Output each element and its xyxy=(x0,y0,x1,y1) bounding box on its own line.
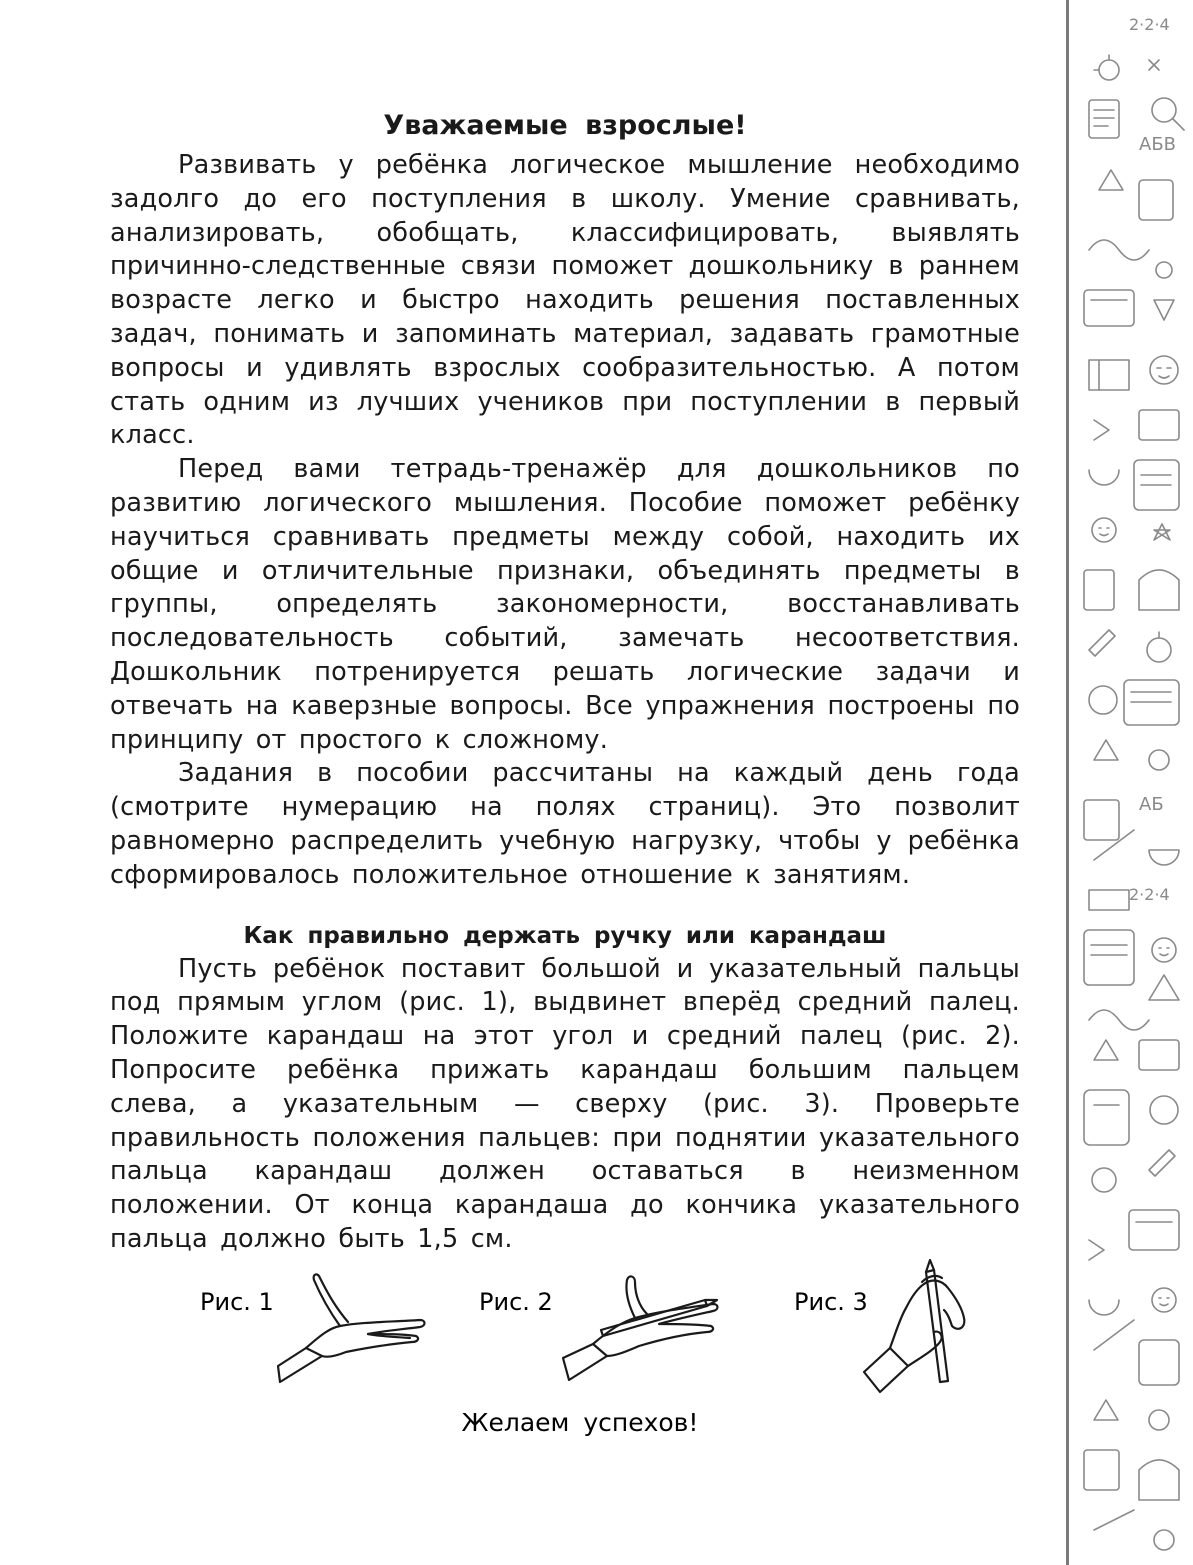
paragraph-1: Развивать у ребёнка логическое мышление необходимо задолго до его поступления в школу. Умение сравнивать, анализировать, обобщать, классифицировать, выявлять причинно-следственные связи поможет дошкольнику в раннем возрасте легко и быстро находить решения поставленных задач, понимать и запоминать материал, задавать грамотные вопросы и удивлять взрослых сообразительностью. А потом стать одним из лучших учеников при поступлении в первый класс. xyxy=(110,150,1020,451)
paragraph-2: Перед вами тетрадь-тренажёр для дошкольников по развитию логического мышления. Пособие поможет ребёнку научиться сравнивать предметы между собой, находить их общие и отличительные признаки, объединять предметы в группы, определять закономерности, восстанавливать последовательность событий, замечать несоответствия. Дошкольник потренируется решать логические задачи и отвечать на каверзные вопросы. Все упражнения построены по принципу от простого к сложному. xyxy=(110,454,1020,755)
doodle-pattern-icon xyxy=(1069,0,1193,1565)
figure-2 xyxy=(475,1270,735,1400)
doodle-label-3: АБ xyxy=(1139,794,1164,815)
hand-holding-pencil-icon xyxy=(860,1252,1020,1402)
hand-flat-icon xyxy=(270,1270,430,1390)
figure-3 xyxy=(790,1270,1020,1400)
doodle-label-2: АБВ xyxy=(1139,134,1177,155)
figure-1 xyxy=(190,1270,440,1400)
figures-row xyxy=(190,1270,1010,1400)
instruction-paragraph: Пусть ребёнок поставит большой и указательный пальцы под прямым углом (рис. 1), выдвинет вперёд средний палец. Положите карандаш на этот угол и средний палец (рис. 2). Попросите ребёнка прижать карандаш большим пальцем слева, а указательным — сверху (рис. 3). Проверьте правильность положения пальцев: при поднятии указательного пальца карандаш должен оставаться в неизменном положении. От конца карандаша до кончика указательного пальца должно быть 1,5 см. xyxy=(110,953,1020,1254)
hand-pencil-lying-icon xyxy=(555,1262,725,1392)
figure-3-label: Рис. 3 xyxy=(794,1288,868,1316)
margin-doodle-strip xyxy=(1066,0,1193,1565)
doodle-label-1: 2·2·4 xyxy=(1129,15,1170,34)
figure-1-label: Рис. 1 xyxy=(200,1288,274,1316)
main-text xyxy=(110,110,1020,1257)
paragraph-3: Задания в пособии рассчитаны на каждый день года (смотрите нумерацию на полях страниц). Это позволит равномерно распределить учебную нагрузку, чтобы у ребёнка сформировалось положительное отношение к занятиям. xyxy=(110,758,1020,890)
section-title: Как правильно держать ручку или карандаш xyxy=(243,922,887,949)
figure-2-label: Рис. 2 xyxy=(479,1288,553,1316)
doodle-label-4: 2·2·4 xyxy=(1129,885,1170,904)
closing-wish: Желаем успехов! xyxy=(461,1408,699,1437)
page-title: Уважаемые взрослые! xyxy=(383,110,747,141)
